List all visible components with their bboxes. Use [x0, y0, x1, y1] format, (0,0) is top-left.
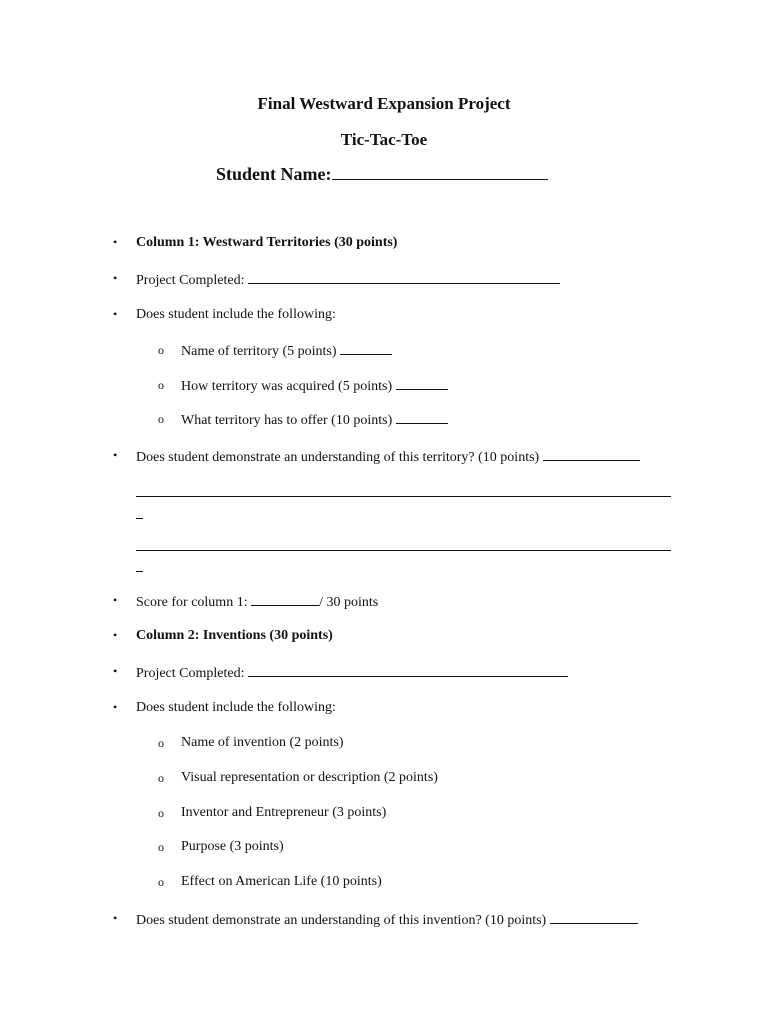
student-name-line [216, 163, 548, 185]
bullet-icon: • [113, 700, 118, 714]
bullet-icon: • [113, 911, 118, 925]
bullet-icon: • [113, 448, 118, 462]
sub-bullet-icon: o [158, 736, 164, 750]
comment-rule [136, 496, 671, 497]
score-prefix: Score for column 1: [136, 595, 248, 610]
bullet-icon: • [113, 307, 118, 321]
understanding-blank [550, 910, 638, 924]
column2-item: Name of invention (2 points) [181, 735, 344, 750]
sub-bullet-icon: o [158, 343, 164, 357]
project-completed-blank [248, 663, 568, 677]
column1-item-label: How territory was acquired (5 points) [181, 379, 393, 394]
page-subtitle: Tic-Tac-Toe [340, 130, 428, 149]
column1-item [181, 376, 448, 395]
column1-item-label: Name of territory (5 points) [181, 344, 337, 359]
item-blank [340, 341, 392, 355]
bullet-icon: • [113, 271, 118, 285]
column1-include-prompt: Does student include the following: [136, 307, 336, 322]
project-completed-label: Project Completed: [136, 666, 245, 681]
column1-heading: Column 1: Westward Territories (30 points) [136, 235, 398, 250]
sub-bullet-icon: o [158, 875, 164, 889]
item-blank [396, 410, 448, 424]
sub-bullet-icon: o [158, 412, 164, 426]
project-completed-label: Project Completed: [136, 273, 245, 288]
column1-item-label: What territory has to offer (10 points) [181, 413, 393, 428]
comment-rule [136, 550, 671, 551]
column1-item [181, 341, 392, 360]
sub-bullet-icon: o [158, 840, 164, 854]
sub-bullet-icon: o [158, 771, 164, 785]
column2-project-completed [136, 663, 568, 682]
sub-bullet-icon: o [158, 378, 164, 392]
bullet-icon: • [113, 628, 118, 642]
bullet-icon: • [113, 593, 118, 607]
bullet-icon: • [113, 235, 118, 249]
bullet-icon: • [113, 664, 118, 678]
column2-item: Effect on American Life (10 points) [181, 874, 382, 889]
column1-project-completed [136, 270, 560, 289]
understanding-blank [543, 447, 640, 461]
column2-include-prompt: Does student include the following: [136, 700, 336, 715]
student-name-label: Student Name: [216, 164, 332, 184]
page-title: Final Westward Expansion Project [257, 94, 511, 113]
column2-item: Inventor and Entrepreneur (3 points) [181, 805, 387, 820]
sub-bullet-icon: o [158, 806, 164, 820]
column1-score [136, 592, 378, 611]
score-suffix: / 30 points [319, 595, 379, 610]
column1-item [181, 410, 448, 429]
comment-rule-end [136, 571, 143, 572]
column2-item: Visual representation or description (2 points) [181, 770, 438, 785]
column2-understanding [136, 910, 638, 929]
item-blank [396, 376, 448, 390]
student-name-blank [332, 166, 548, 180]
score-blank [251, 592, 319, 606]
column1-understanding [136, 447, 640, 466]
comment-rule-end [136, 518, 143, 519]
project-completed-blank [248, 270, 560, 284]
understanding-label: Does student demonstrate an understanding of this invention? (10 points) [136, 913, 547, 928]
column2-item: Purpose (3 points) [181, 839, 284, 854]
understanding-label: Does student demonstrate an understanding of this territory? (10 points) [136, 450, 540, 465]
column2-heading: Column 2: Inventions (30 points) [136, 628, 333, 643]
